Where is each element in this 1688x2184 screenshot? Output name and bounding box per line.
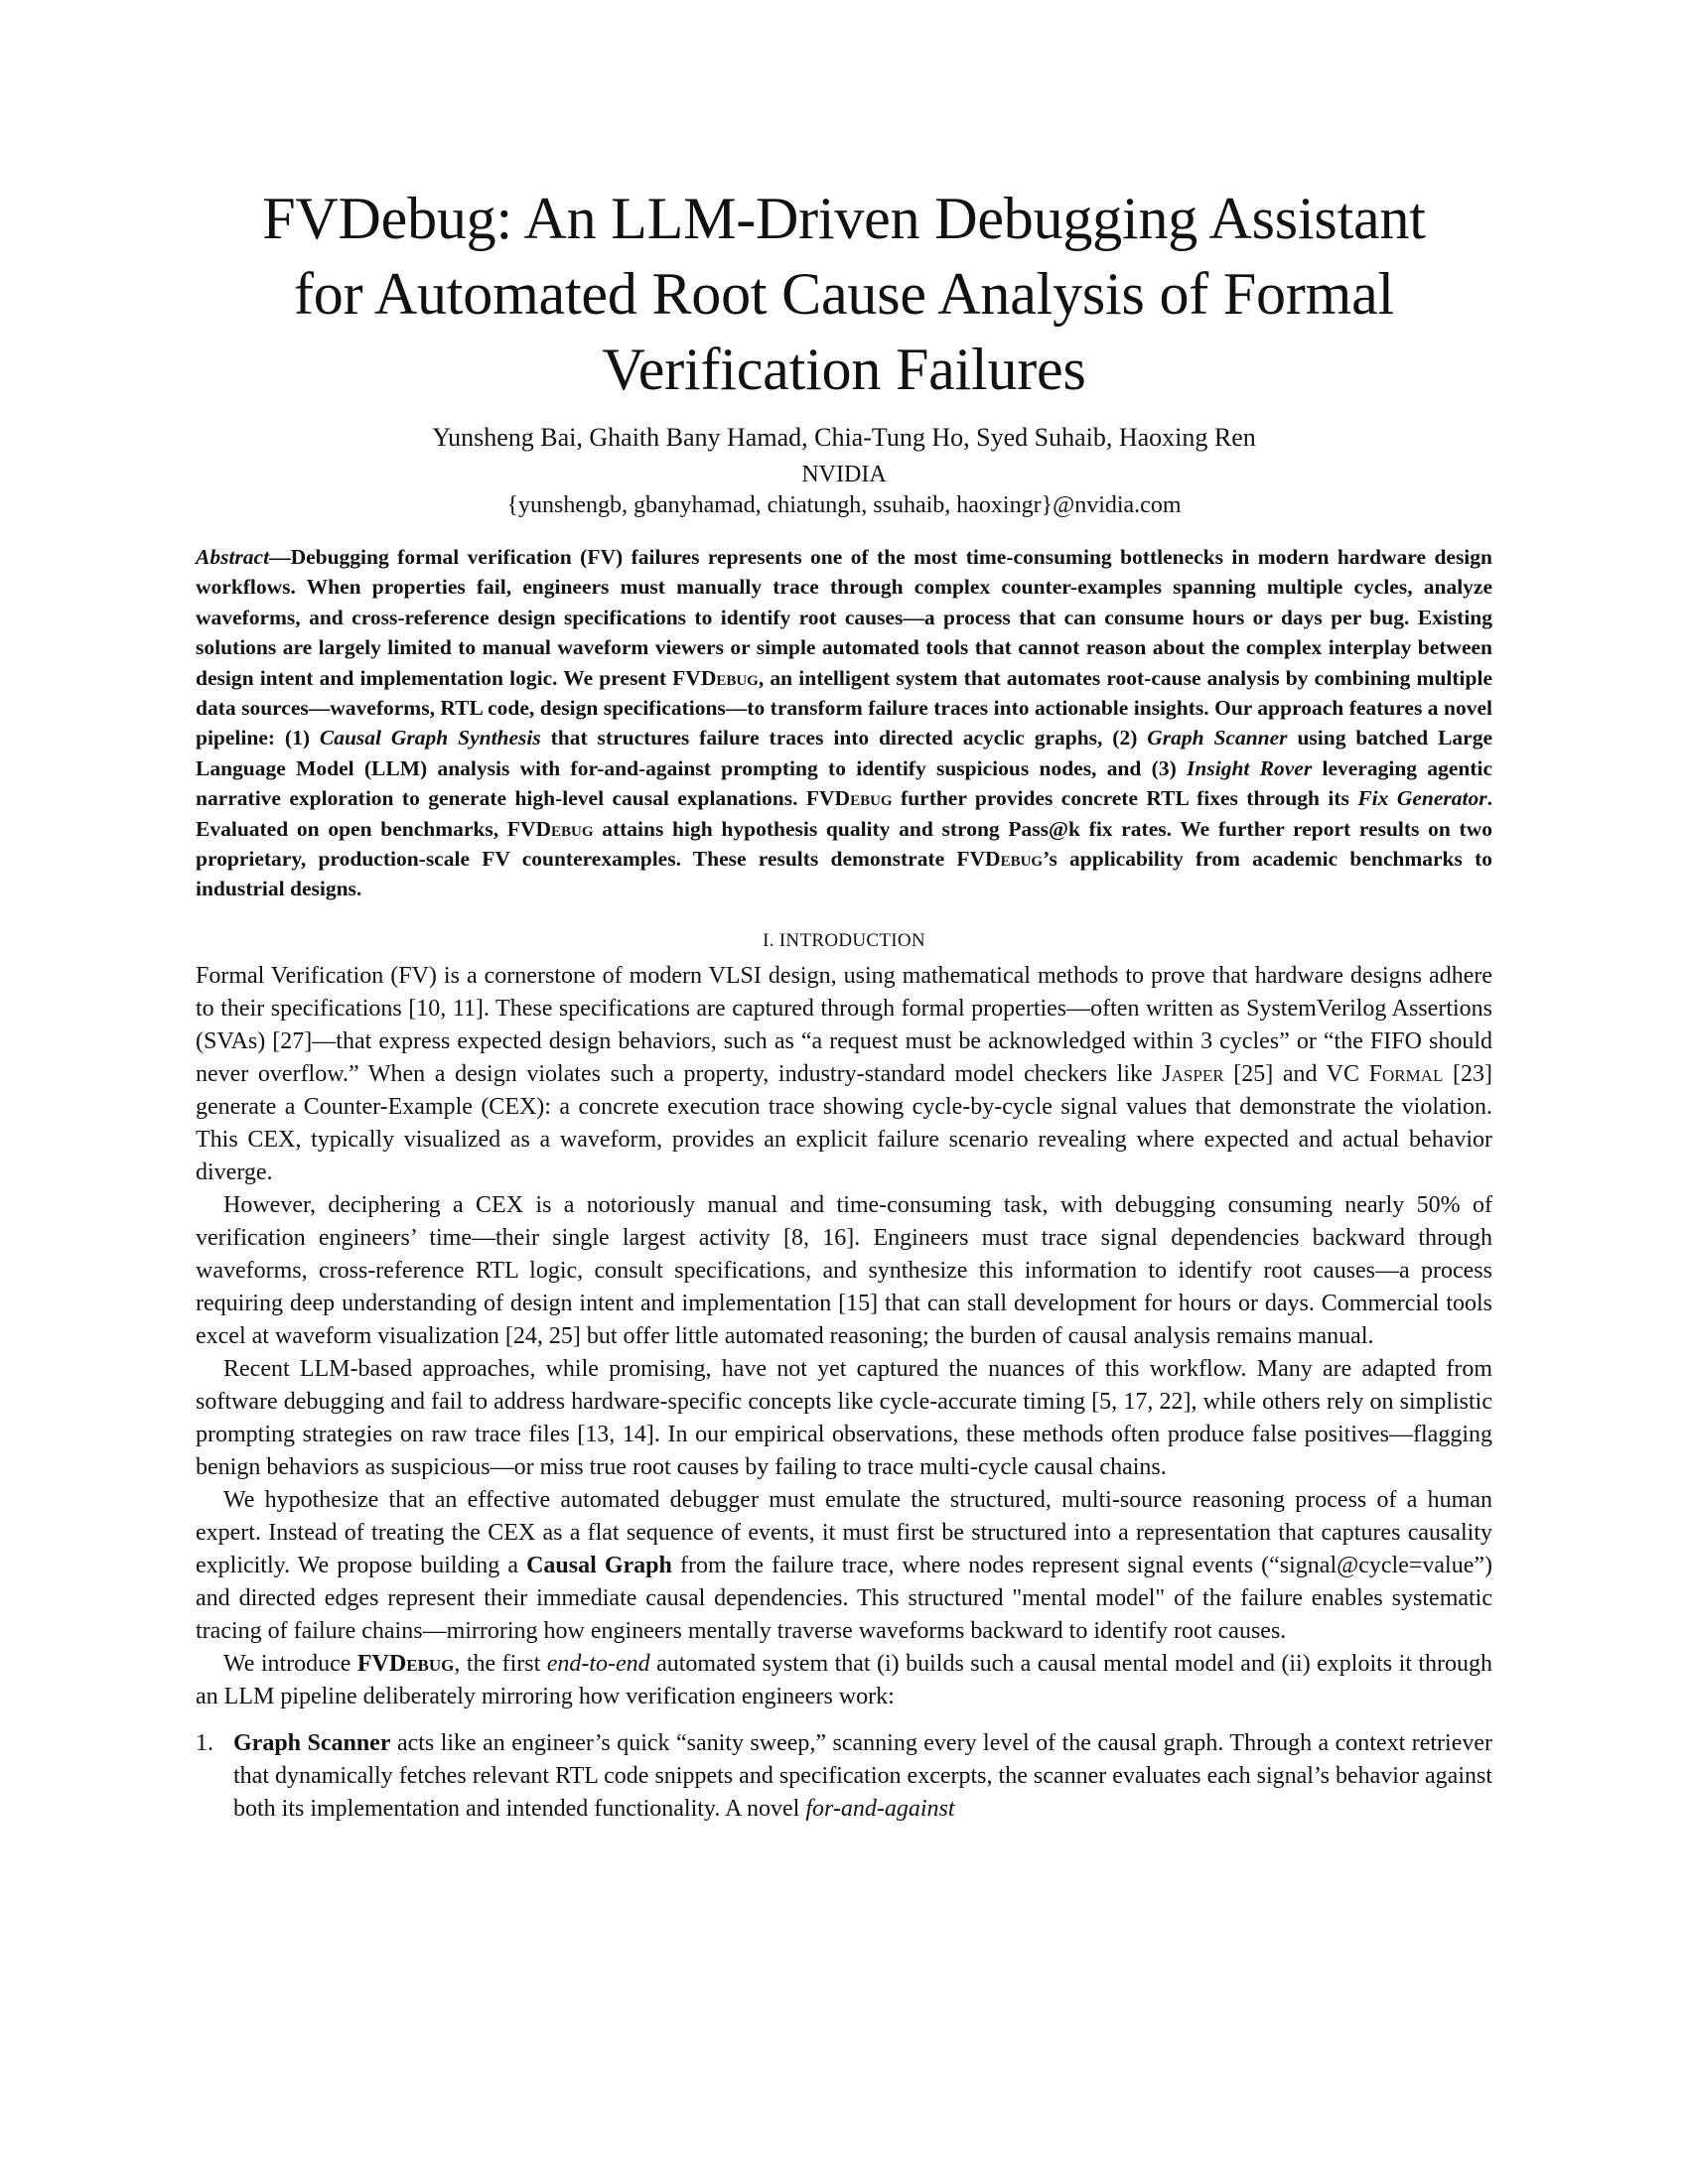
author-list: Yunsheng Bai, Ghaith Bany Hamad, Chia-Tung Ho, Syed Suhaib, Haoxing Ren [432,423,1256,452]
paragraph-text: FVD [356,1650,407,1677]
paragraph-5 [196,1648,1492,1713]
title-line-2: for Automated Root Cause Analysis of Formal [294,261,1394,327]
fvdebug-smallcaps: ebug [1000,847,1044,872]
bold-term [357,1651,455,1677]
fvdebug-smallcaps: ebug [850,786,893,811]
author-emails: {yunshengb, gbanyhamad, chiatungh, ssuhaib, haoxingr}@nvidia.com [506,492,1182,518]
emphasis: end-to-end [546,1650,650,1677]
list-item [196,1727,1492,1826]
tool-name-smallcaps: asper [1171,1060,1224,1087]
paragraph-text: from the failure trace, where nodes represent signal events (“signal@cycle=value”) and directed edges represent their immediate causal dependencies. This structured "mental model" of the failure enables systematic tracing of failure chains—mirroring how engineers mentally traverse waveforms backward to identify root causes. [196,1552,1492,1644]
paragraph-text: automated system that (i) builds such a causal mental model and (ii) exploits it through an LLM pipeline deliberately mirroring how verification engineers work: [196,1650,1493,1709]
abstract-text: further provides concrete RTL fixes through its [892,786,1358,811]
paragraph-text: , the first [454,1650,547,1677]
abstract-text: using batched Large Language Model (LLM) analysis with for-and-against prompting to identify suspicious nodes, and (3) [196,726,1492,780]
introduction-body [196,960,1492,1826]
fvdebug-smallcaps: ebug [551,816,594,841]
abstract-emphasis: Graph Scanner [1147,726,1288,751]
section-heading-introduction: I. INTRODUCTION [763,929,925,951]
abstract-emphasis: Insight Rover [1187,755,1313,780]
bold-term: Graph Scanner [233,1729,391,1756]
fvdebug-smallcaps: ebug [716,665,759,690]
abstract-text: —Debugging formal verification (FV) failures represents one of the most time-consuming bottlenecks in modern hardware design workflows. When properties fail, engineers must manually trace through complex counter-examples spanning multiple cycles, analyze waveforms, and cross-reference design specifications to identify root causes—a process that can consume hours or days per bug. Existing solutions are largely limited to manual waveform viewers or simple automated tools that cannot reason about the complex interplay between design intent and implementation logic. We present FVD [196,545,1492,690]
fvdebug-smallcaps: ebug [406,1650,455,1677]
paragraph-1 [196,960,1492,1189]
abstract-emphasis: Causal Graph Synthesis [319,726,541,751]
abstract [196,542,1492,904]
abstract-text: leveraging agentic narrative exploration to generate high-level causal explanations. FVD [196,755,1492,811]
paragraph-text: We introduce [223,1650,357,1677]
affiliation: NVIDIA [801,462,887,487]
abstract-text: that structures failure traces into directed acyclic graphs, (2) [540,726,1148,751]
paragraph-3: Recent LLM-based approaches, while promising, have not yet captured the nuances of this workflow. Many are adapted from software debugging and fail to address hardware-specific concepts like cycle-accurate timing [5, 17, 22], while others rely on simplistic prompting strategies on raw trace files [13, 14]. In our empirical observations, these methods often produce false positives—flagging benign behaviors as suspicious—or miss true root causes by failing to trace multi-cycle causal chains. [196,1355,1492,1480]
abstract-text: , an intelligent system that automates root-cause analysis by combining multiple data sources—waveforms, RTL code, design specifications—to transform failure traces into actionable insights. Our approach features a novel pipeline: (1) [196,665,1492,751]
abstract-text: attains high hypothesis quality and strong Pass@k fix rates. We further report results on two proprietary, production-scale FV counterexamples. These results demonstrate FVD [196,816,1492,872]
bold-term: Causal Graph [526,1552,672,1578]
tool-name-smallcaps: ormal [1381,1060,1444,1087]
list-text: acts like an engineer’s quick “sanity sweep,” scanning every level of the causal graph. Through a context retriever that dynamically fetches relevant RTL code snippets and specification excerpts, the scanner evaluates each signal’s behavior against both its implementation and intended functionality. A novel [233,1729,1493,1822]
contribution-list [196,1727,1492,1826]
emphasis: for-and-against [805,1795,955,1822]
abstract-emphasis: Fix Generator [1357,786,1487,811]
paragraph-text: [23] generate a Counter-Example (CEX): a concrete execution trace showing cycle-by-cycle signal values that demonstrate the violation. This CEX, typically visualized as a waveform, provides an explicit failure scenario revealing where expected and actual behavior diverge. [196,1060,1493,1185]
abstract-lead: Abstract [196,545,270,569]
list-number: 1. [196,1729,213,1756]
abstract-text: ’s applicability from academic benchmarks to industrial designs. [196,847,1492,901]
paper-title [196,181,1492,407]
paragraph-4 [196,1484,1492,1648]
paragraph-text: We hypothesize that an effective automated debugger must emulate the structured, multi-source reasoning process of a human expert. Instead of treating the CEX as a flat sequence of events, it must first be structured into a representation that captures causality explicitly. We propose building a [196,1486,1492,1578]
title-line-1: FVDebug: An LLM-Driven Debugging Assistant [262,186,1426,251]
title-line-3: Verification Failures [602,337,1086,402]
paper-page [196,181,1492,1826]
paragraph-text: [25] and VC F [1223,1060,1382,1087]
paragraph-text: Formal Verification (FV) is a cornerstone of modern VLSI design, using mathematical methods to prove that hardware designs adhere to their specifications [10, 11]. These specifications are captured through formal properties—often written as SystemVerilog Assertions (SVAs) [27]—that express expected design behaviors, such as “a request must be acknowledged within 3 cycles” or “the FIFO should never overflow.” When a design violates such a property, industry-standard model checkers like J [196,962,1492,1087]
paragraph-2: However, deciphering a CEX is a notoriously manual and time-consuming task, with debugging consuming nearly 50% of verification engineers’ time—their single largest activity [8, 16]. Engineers must trace signal dependencies backward through waveforms, cross-reference RTL logic, consult specifications, and synthesize this information to identify root causes—a process requiring deep understanding of design intent and implementation [15] that can stall development for hours or days. Commercial tools excel at waveform visualization [24, 25] but offer little automated reasoning; the burden of causal analysis remains manual. [196,1191,1492,1349]
abstract-text: . Evaluated on open benchmarks, FVD [196,786,1492,841]
